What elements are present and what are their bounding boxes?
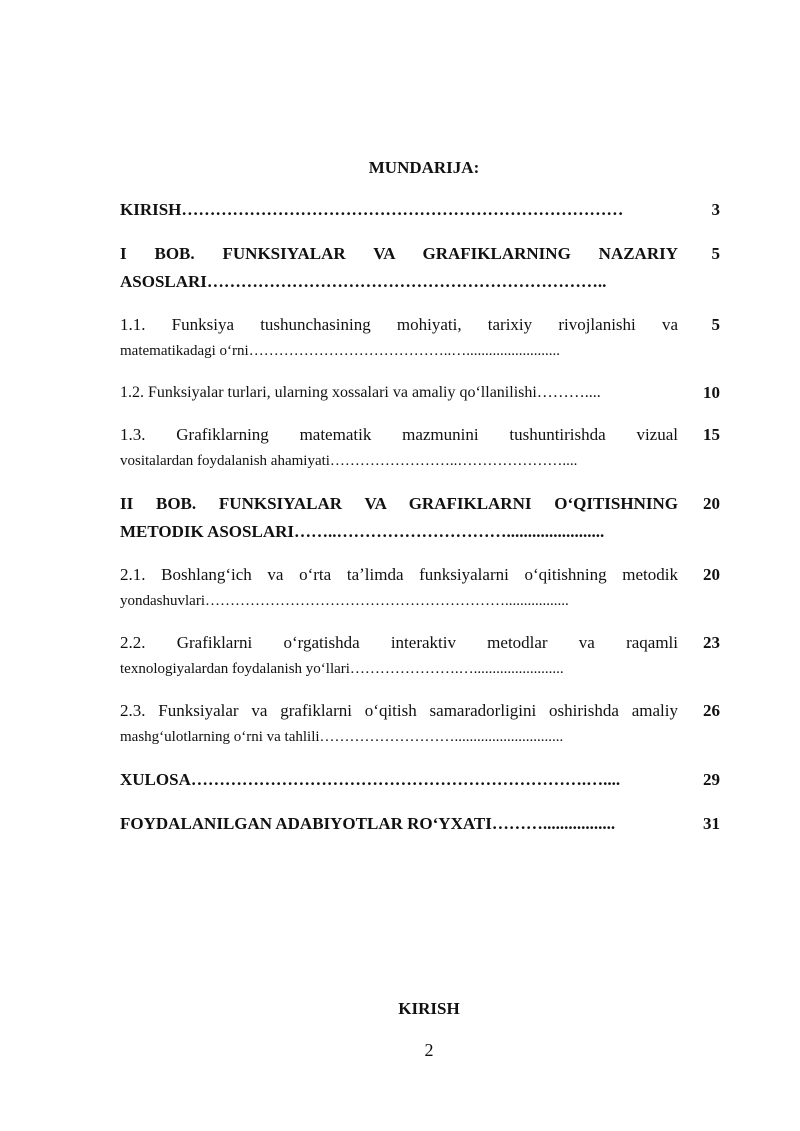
toc-entry-1-2[interactable] <box>120 380 720 406</box>
toc-entry-line1: FOYDALANILGAN ADABIYOTLAR ROʻYXATI………................. <box>120 814 616 833</box>
toc-entry-line1: I BOB. FUNKSIYALAR VA GRAFIKLARNING NAZARIY <box>120 244 678 263</box>
section-heading-kirish: KIRISH <box>398 999 460 1018</box>
toc-entry-2-1[interactable] <box>120 562 720 614</box>
toc-entry-text <box>120 562 678 614</box>
toc-entry-line1: XULOSA…………………………………………………………….….... <box>120 770 621 789</box>
toc-entry-text <box>120 240 678 296</box>
toc-entry-line2: texnologiyalardan foydalanish yoʻllari………………….…........................ <box>120 661 564 677</box>
toc-entry-line1: 2.1. Boshlangʻich va oʻrta taʼlimda funksiyalarni oʻqitishning metodik <box>120 565 678 584</box>
toc-entry-line1: 2.3. Funksiyalar va grafiklarni oʻqitish samaradorligini oshirishda amaliy <box>120 701 678 720</box>
toc-entry-page: 23 <box>703 633 720 652</box>
toc-entry-line2: ASOSLARI…………………………………………………………….. <box>120 272 607 291</box>
toc-entry-text <box>120 766 678 794</box>
toc-entry-page: 20 <box>703 494 720 513</box>
toc-entry-text <box>120 630 678 682</box>
toc-entry-text <box>120 490 678 546</box>
toc-entry-page: 29 <box>703 770 720 789</box>
toc-entry-line1: 1.2. Funksiyalar turlari, ularning xossalari va amaliy qoʻllanilishi……….... <box>120 384 601 401</box>
toc-entry-1-3[interactable] <box>120 422 720 474</box>
toc-entry-page: 10 <box>703 383 720 402</box>
toc-entry-line1: 2.2. Grafiklarni oʻrgatishda interaktiv metodlar va raqamli <box>120 633 678 652</box>
toc-entry-page: 15 <box>703 425 720 444</box>
toc-entry-2-3[interactable] <box>120 698 720 750</box>
toc-entry-text <box>120 422 678 474</box>
toc-entry-line2: yondashuvlari……………………………………………………................. <box>120 593 569 609</box>
toc-entry-chapter-2[interactable] <box>120 490 720 546</box>
toc-entry-line2: matematikadagi oʻrni…………………………………..…......................... <box>120 343 560 359</box>
toc-entry-chapter-1[interactable] <box>120 240 720 296</box>
toc-entry-page: 5 <box>711 315 720 334</box>
toc-entry-line1: 1.1. Funksiya tushunchasining mohiyati, tarixiy rivojlanishi va <box>120 315 678 334</box>
toc-entry-text <box>120 810 678 838</box>
toc-entry-line1: KIRISH…………………………………………………………………… <box>120 200 624 219</box>
page-title: MUNDARIJA: <box>368 158 480 177</box>
toc-entry-page: 31 <box>703 814 720 833</box>
toc-entry-text <box>120 196 678 224</box>
toc-entry-line2: mashgʻulotlarning oʻrni va tahlili………………………............................. <box>120 729 564 745</box>
toc-entry-line2: METODIK ASOSLARI……..…………………………....................... <box>120 522 605 541</box>
toc-entry-page: 20 <box>703 565 720 584</box>
toc-entry-line1: 1.3. Grafiklarning matematik mazmunini tushuntirishda vizual <box>120 425 678 444</box>
toc-entry-text <box>120 698 678 750</box>
toc-entry-page: 3 <box>711 200 720 219</box>
toc-entry-2-2[interactable] <box>120 630 720 682</box>
toc-entry-line1: II BOB. FUNKSIYALAR VA GRAFIKLARNI OʻQITISHNING <box>120 494 678 513</box>
toc-entry-line2: vositalardan foydalanish ahamiyati……………………..………………….... <box>120 453 578 469</box>
toc-entry-xulosa[interactable] <box>120 766 720 794</box>
toc-entry-page: 26 <box>703 701 720 720</box>
toc-entry-1-1[interactable] <box>120 312 720 364</box>
toc-entry-page: 5 <box>711 244 720 263</box>
page-number: 2 <box>424 1040 434 1060</box>
toc-entry-kirish[interactable] <box>120 196 720 224</box>
table-of-contents <box>120 196 720 854</box>
toc-entry-text <box>120 380 678 406</box>
toc-entry-references[interactable] <box>120 810 720 838</box>
toc-entry-text <box>120 312 678 364</box>
